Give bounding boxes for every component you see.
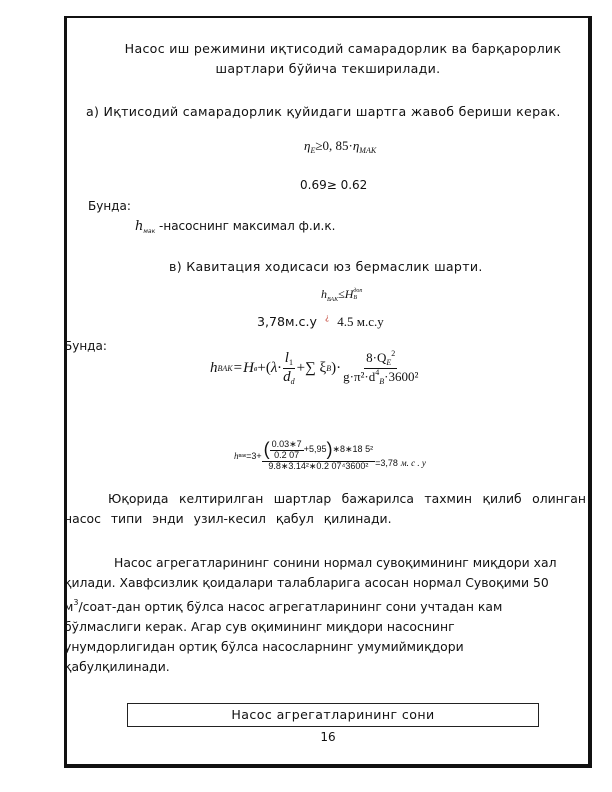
heading-text-1: Насос иш режимини иқтисодий самарадорлик ва барқарорлик [124, 41, 562, 56]
formula-subscript: B [326, 363, 332, 373]
formula-symbol: H [344, 287, 354, 301]
definition-text: -насоснинг максимал ф.и.к. [159, 219, 336, 233]
where-label: Бунда: [88, 199, 131, 213]
section-a-heading: а) Иқтисодий самарадорлик қуйидаги шартга жавоб бериши керак. [86, 104, 561, 119]
page-number: 16 [320, 730, 336, 744]
paragraph-line: бўлмаслиги керак. Агар сув оқимининг миқдори насоснинг [64, 619, 455, 634]
formula-operator: ≤ [338, 287, 345, 301]
result-cavitation [257, 313, 384, 330]
inner-numerator: 0.03∗7 [271, 439, 302, 449]
formula-subscript: МАК [359, 146, 377, 155]
formula-denominator-tail: ·3600² [384, 368, 419, 384]
formula-symbol: h [234, 450, 239, 461]
formula-subscript: ВАК [327, 297, 339, 303]
formula-subscript: 1 [288, 358, 293, 367]
paragraph-line: қилади. Хавфсизлик қоидалари талабларига асосан нормал Сувоқими 50 [64, 575, 549, 590]
broken-symbol: ¿ [324, 313, 330, 322]
result-left-value: 3,78м.с.у [257, 314, 317, 329]
formula-subscript: BAK [217, 363, 233, 373]
formula-fraction [281, 350, 297, 387]
paragraph-line: қабулқилинади. [64, 659, 170, 674]
formula-subscript: в [253, 363, 258, 373]
definition-symbol: h [135, 219, 144, 234]
formula-symbol: l [284, 350, 289, 366]
numerator-tail: ∗8∗18 5² [332, 444, 374, 455]
formula-symbol: d [283, 368, 291, 385]
formula-superscript: 4 [375, 367, 380, 377]
paragraph-conclusion: Юқорида келтирилган шартлар бажарилса тахмин қилиб олинган насос типи энди узил-кесил қабул қилинади. [64, 491, 586, 526]
formula-symbol: λ· [270, 359, 282, 376]
where-label-2: Бунда: [64, 339, 107, 353]
formula-fraction [341, 350, 420, 387]
formula-sum: +∑ ξ [296, 359, 327, 376]
result-right-value: 4.5 м.с.у [337, 314, 384, 329]
formula-subscript: d [290, 376, 295, 386]
formula-unit: м. с . у [400, 457, 426, 468]
unit-superscript: 3 [73, 598, 79, 607]
formula-subscript: В [353, 295, 358, 302]
heading-line-2: шартлари бўйича текширилади. [215, 61, 441, 76]
formula-superscript: доп [353, 288, 363, 295]
result-efficiency: 0.69≥ 0.62 [300, 178, 368, 192]
formula-subscript: E [386, 358, 392, 367]
formula-denominator: 9.8∗3.14²∗0.2 07⁴3600² [268, 460, 369, 471]
formula-denominator: g·π²·d [343, 368, 376, 384]
formula-fraction: ( $\frac{0.03∗7}{0.2 07}$ +5,95 ) ∗8∗18 5² 9.8∗3.14²∗0.2 07⁴3600² [263, 439, 374, 471]
section-b-heading: в) Кавитация ходисаси юз бермаслик шарти. [169, 259, 483, 274]
paragraph-line-text: /соат-дан ортиқ бўлса насос агрегатларининг сони учтадан кам [78, 599, 503, 614]
formula-symbol: η [352, 138, 360, 153]
inner-denominator: 0.2 07 [274, 449, 300, 460]
paragraph-line: унумдорлигидан ортиқ бўлса насосларнинг умумиймиқдори [64, 639, 464, 654]
footer-caption-box: Насос агрегатларининг сони [127, 703, 539, 727]
formula-symbol: h [210, 359, 218, 376]
unit-text: м [64, 599, 74, 614]
formula-subscript: Е [310, 146, 316, 155]
inner-tail: +5,95 [303, 444, 327, 455]
formula-superscript: 2 [391, 349, 396, 358]
formula-symbol: H [243, 359, 254, 376]
definition-line [135, 219, 335, 235]
formula-start: =3+ [246, 450, 262, 461]
paragraph-pump-count [64, 553, 557, 677]
definition-subscript: мак [143, 228, 156, 235]
formula-symbol: η [304, 138, 311, 153]
heading-line-1 [64, 41, 592, 56]
paragraph-line: Насос агрегатларининг сонини нормал сувоқимининг миқдори хал [114, 555, 557, 570]
paragraph-line [64, 593, 557, 617]
formula-cavitation [321, 287, 362, 303]
formula-symbol: h [321, 287, 327, 301]
formula-numerator: 8·Q [366, 350, 387, 365]
formula-vacuum-height [210, 350, 420, 387]
formula-result: =3,78 [375, 457, 398, 468]
formula-operator: = [233, 359, 243, 376]
formula-operator: )· [331, 359, 342, 376]
formula-operator: ≥ [315, 138, 323, 153]
formula-subscript: вак [238, 452, 247, 459]
formula-coefficient: 0, 85· [322, 138, 353, 153]
formula-efficiency [304, 138, 376, 155]
formula-calculation [234, 440, 426, 472]
formula-subscript: B [379, 376, 385, 386]
formula-operator: +( [257, 359, 271, 376]
